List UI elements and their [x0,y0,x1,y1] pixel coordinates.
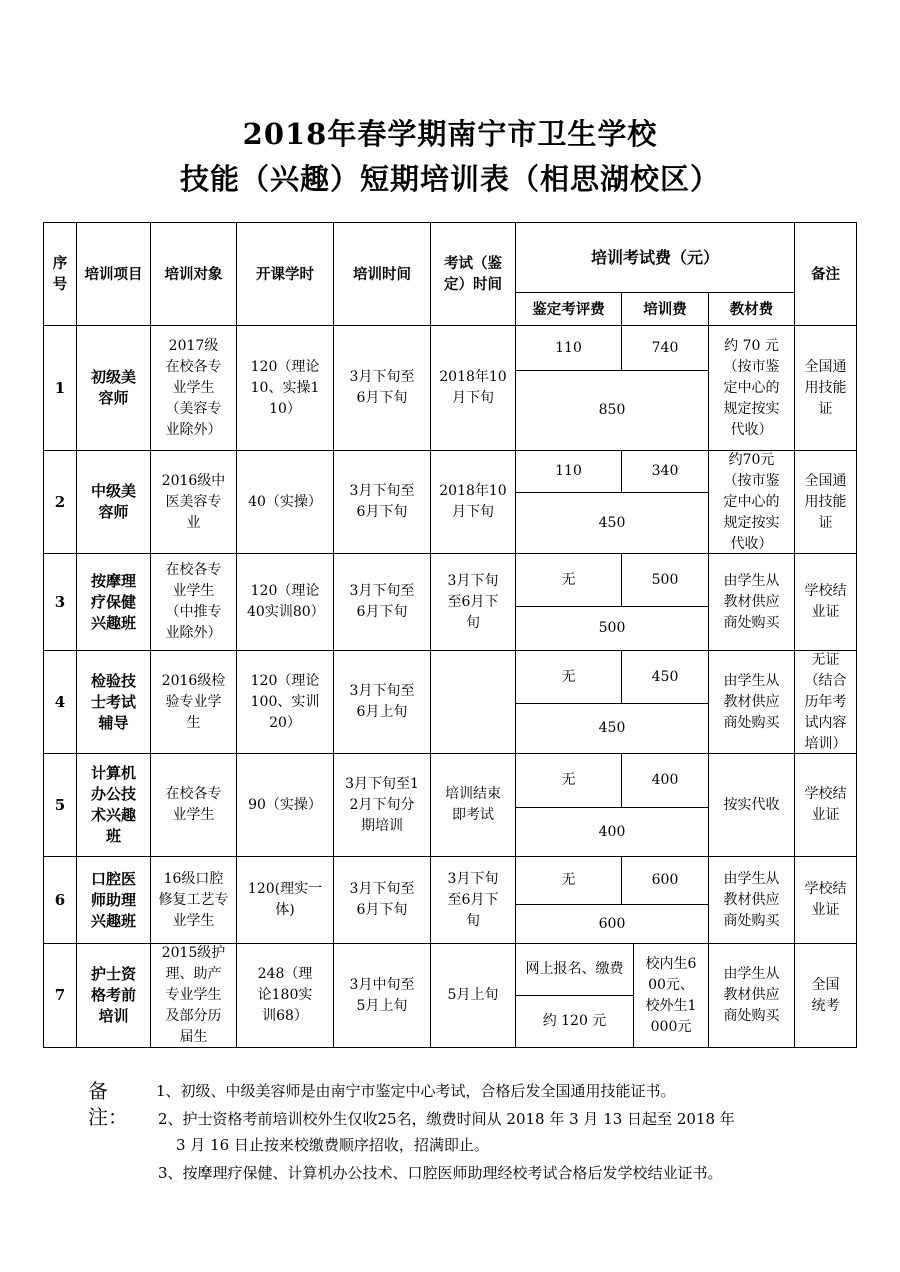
row6-exam: 3月下旬至6月下旬 [430,856,516,944]
row7-appraisal-amount: 约 120 元 [515,995,634,1048]
header-training-fee: 培训费 [621,292,709,326]
row4-project: 检验技士考试辅导 [76,650,151,754]
row1-exam: 2018年10月下旬 [430,325,516,451]
row4-remark: 无证（结合历年考试内容培训） [794,650,857,754]
training-table [43,222,857,1048]
row3-time: 3月下旬至6月下旬 [333,553,431,651]
row4-no: 4 [43,650,77,754]
row7-training-fee: 校内生600元、校外生1000元 [633,943,709,1048]
row1-project: 初级美容师 [76,325,151,451]
row5-target: 在校各专业学生 [150,753,237,857]
row4-appraisal-fee: 无 [515,650,622,704]
row2-remark: 全国通用技能证 [794,450,857,554]
row4-material-fee: 由学生从教材供应商处购买 [708,650,795,754]
row1-total-fee: 850 [515,370,709,451]
row4-exam [430,650,516,754]
row3-remark: 学校结业证 [794,553,857,651]
row5-appraisal-fee: 无 [515,753,622,808]
notes-label: 备注： [88,1079,128,1129]
header-hours: 开课学时 [236,222,334,326]
row2-no: 2 [43,450,77,554]
row6-remark: 学校结业证 [794,856,857,944]
row2-appraisal-fee: 110 [515,450,622,493]
row4-total-fee: 450 [515,703,709,754]
row1-target: 2017级在校各专业学生（美容专业除外） [150,325,237,451]
row6-appraisal-fee: 无 [515,856,622,905]
header-time: 培训时间 [333,222,431,326]
note-1: 1、初级、中级美容师是由南宁市鉴定中心考试，合格后发全国通用技能证书。 [156,1082,676,1100]
row1-training-fee: 740 [621,325,709,371]
row2-exam: 2018年10月下旬 [430,450,516,554]
note-3: 3、按摩理疗保健、计算机办公技术、口腔医师助理经校考试合格后发学校结业证书。 [158,1164,723,1182]
row3-total-fee: 500 [515,606,709,651]
row3-material-fee: 由学生从教材供应商处购买 [708,553,795,651]
row7-target: 2015级护理、助产专业学生及部分历届生 [150,943,237,1048]
row4-training-fee: 450 [621,650,709,704]
row6-material-fee: 由学生从教材供应商处购买 [708,856,795,944]
header-no: 序号 [43,222,77,326]
row5-training-fee: 400 [621,753,709,808]
row5-no: 5 [43,753,77,857]
row2-training-fee: 340 [621,450,709,493]
row5-material-fee: 按实代收 [708,753,795,857]
row3-hours: 120（理论40实训80） [236,553,334,651]
row4-hours: 120（理论100、实训20） [236,650,334,754]
row2-target: 2016级中医美容专业 [150,450,237,554]
title-line-2: 技能（兴趣）短期培训表（相思湖校区） [179,162,720,196]
row1-remark: 全国通用技能证 [794,325,857,451]
row2-material-fee: 约70元（按市鉴定中心的规定按实代收） [708,450,795,554]
row5-remark: 学校结业证 [794,753,857,857]
row6-hours: 120(理实一体) [236,856,334,944]
row1-appraisal-fee: 110 [515,325,622,371]
row7-remark: 全国统考 [794,943,857,1048]
row7-time: 3月中旬至5月上旬 [333,943,431,1048]
row2-project: 中级美容师 [76,450,151,554]
row6-training-fee: 600 [621,856,709,905]
title-line-1: 2018年春学期南宁市卫生学校 [242,117,658,151]
row7-exam: 5月上旬 [430,943,516,1048]
row7-material-fee: 由学生从教材供应商处购买 [708,943,795,1048]
header-exam: 考试（鉴定）时间 [430,222,516,326]
note-2-continued: 3 月 16 日止按来校缴费顺序招收，招满即止。 [176,1136,489,1154]
header-appraisal-fee: 鉴定考评费 [515,292,622,326]
row6-time: 3月下旬至6月下旬 [333,856,431,944]
row1-no: 1 [43,325,77,451]
row7-appraisal-fee: 网上报名、缴费 [515,943,634,996]
row3-appraisal-fee: 无 [515,553,622,607]
row2-hours: 40（实操） [236,450,334,554]
row2-total-fee: 450 [515,492,709,554]
row7-no: 7 [43,943,77,1048]
row5-project: 计算机办公技术兴趣班 [76,753,151,857]
row3-exam: 3月下旬至6月下旬 [430,553,516,651]
header-target: 培训对象 [150,222,237,326]
row3-no: 3 [43,553,77,651]
row6-target: 16级口腔修复工艺专业学生 [150,856,237,944]
header-material-fee: 教材费 [708,292,795,326]
row5-hours: 90（实操） [236,753,334,857]
row7-hours: 248（理论180实训68） [236,943,334,1048]
row1-hours: 120（理论10、实操110） [236,325,334,451]
row6-no: 6 [43,856,77,944]
row4-target: 2016级检验专业学生 [150,650,237,754]
row3-project: 按摩理疗保健兴趣班 [76,553,151,651]
row5-time: 3月下旬至12月下旬分期培训 [333,753,431,857]
header-fees: 培训考试费（元） [515,222,795,293]
note-2: 2、护士资格考前培训校外生仅收25名，缴费时间从 2018 年 3 月 13 日起至 2018 年 [158,1110,735,1128]
header-project: 培训项目 [76,222,151,326]
row6-project: 口腔医师助理兴趣班 [76,856,151,944]
row4-time: 3月下旬至6月上旬 [333,650,431,754]
row1-time: 3月下旬至6月下旬 [333,325,431,451]
row2-time: 3月下旬至6月下旬 [333,450,431,554]
row1-material-fee: 约 70 元（按市鉴定中心的规定按实代收） [708,325,795,451]
row5-total-fee: 400 [515,807,709,857]
row3-training-fee: 500 [621,553,709,607]
header-remark: 备注 [794,222,857,326]
row6-total-fee: 600 [515,904,709,944]
row5-exam: 培训结束即考试 [430,753,516,857]
row3-target: 在校各专业学生（中推专业除外） [150,553,237,651]
row7-project: 护士资格考前培训 [76,943,151,1048]
